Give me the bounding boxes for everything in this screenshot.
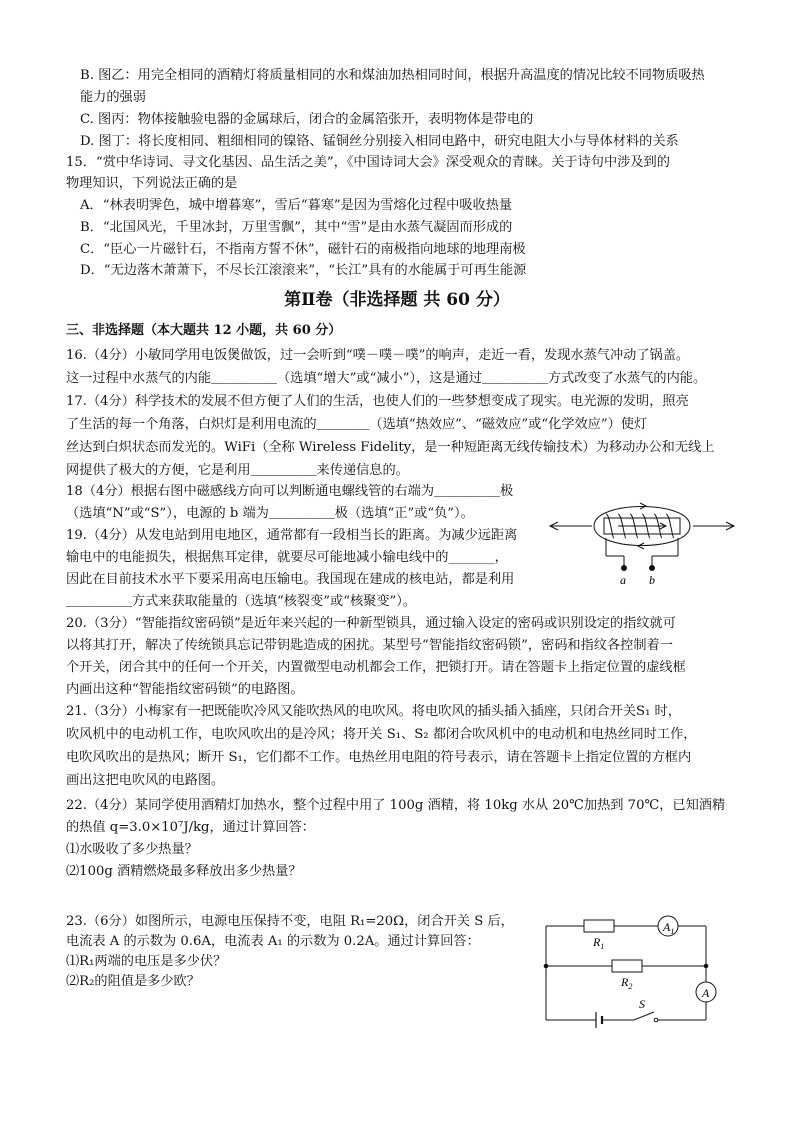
q15-option-c: C．“臣心一片磁针石，不指南方誓不休”，磁针石的南极指向地球的地理南极 [80,242,526,257]
q17-line2: 了生活的每一个角落，白炽灯是利用电流的＿＿＿＿（选填“热效应”、“磁效应”或“化学效应”）使灯 [66,417,648,432]
q19-line3: 因此在目前技术水平下要采用高电压输电。我国现在建成的核电站，都是利用 [66,572,515,587]
ammeter-a-label: A [702,986,710,1000]
q23-line2: 电流表 A 的示数为 0.6A，电流表 A₁ 的示数为 0.2A。通过计算回答： [66,934,480,949]
circuit-figure [538,908,728,1036]
resistor-r1 [584,920,614,932]
q17-line4: 网提供了极大的方便，它是利用＿＿＿＿＿来传递信息的。 [66,463,409,478]
q21-line3: 电吹风吹出的是热风；断开 S₁，它们都不工作。电热丝用电阻的符号表示，请在答题卡上指定位置的方框内 [66,750,692,765]
resistor-r2 [612,960,642,972]
q19-line1: 19.（4分）从发电站到用电地区，通常都有一段相当长的距离。为减少远距离 [66,528,518,543]
r2-label: $R_2$ [621,975,633,991]
q21-line1: 21.（3分）小梅家有一把既能吹冷风又能吹热风的电吹风。将电吹风的插头插入插座，只闭合开关S₁ 时， [66,704,681,719]
q23-line1: 23.（6分）如图所示，电源电压保持不变，电阻 R₁=20Ω，闭合开关 S 后， [66,914,514,929]
q18-line1: 18（4分）根据右图中磁感线方向可以判断通电螺线管的右端为＿＿＿＿＿极 [66,484,514,499]
coil-leads [606,538,678,556]
q15-stem-line2: 物理知识，下列说法正确的是 [66,176,238,191]
r1-label: $R_1$ [593,935,605,951]
terminal-a-dot [622,566,627,571]
q20-line1: 20.（3分）“智能指纹密码锁”是近年来兴起的一种新型锁具，通过输入设定的密码或识别设定的指纹就可 [66,616,676,631]
switch-blade [634,1012,654,1020]
terminal-b-label: b [649,573,655,587]
q21-line4: 画出这把电吹风的电路图。 [66,773,225,788]
q14-option-d: D. 图丁：将长度相同、粗细相同的镍铬、锰铜丝分别接入相同电路中，研究电阻大小与导体材料的关系 [80,134,679,149]
q22-line4: ⑵100g 酒精燃烧最多释放出多少热量？ [66,864,302,879]
switch-contact [654,1018,658,1022]
q15-option-b: B．“北国风光，千里冰封，万里雪飘”，其中“雪”是由水蒸气凝固而形成的 [80,220,513,235]
q20-line3: 个开关，闭合其中的任何一个开关，内置微型电动机都会工作，把锁打开。请在答题卡上指定位置的虚线框 [66,660,686,675]
q14-option-b-line2: 能力的强弱 [80,90,146,105]
q22-line1: 22.（4分）某同学使用酒精灯加热水，整个过程中用了 100g 酒精，将 10kg 水从 20℃加热到 70℃，已知酒精 [66,798,726,813]
switch-label: S [639,997,645,1011]
solenoid-figure [548,494,736,590]
ammeter-a1-label: $A_1$ [663,920,675,936]
terminal-posts [624,556,652,568]
q16-line1: 16.（4分）小敏同学用电饭煲做饭，过一会听到“噗－噗－噗”的响声，走近一看，发现水蒸气冲动了锅盖。 [66,348,690,363]
q22-line2: 的热值 q=3.0×10⁷J/kg，通过计算回答： [66,820,315,835]
q15-option-a: A．“林表明霁色，城中增暮寒”，雪后“暮寒”是因为雪熔化过程中吸收热量 [80,198,513,213]
q16-line2: 这一过程中水蒸气的内能＿＿＿＿＿（选填“增大”或“减小”），这是通过＿＿＿＿＿方式改变了水蒸气的内能。 [66,371,707,386]
q21-line2: 吹风机中的电动机工作，电吹风吹出的是冷风；将开关 S₁、S₂ 都闭合吹风机中的电动机和电热丝同时工作， [66,727,697,742]
q20-line2: 以将其打开，解决了传统锁具忘记带钥匙造成的困扰。某型号“智能指纹密码锁”，密码和指纹各控制着一 [66,638,673,653]
q19-line2: 输电中的电能损失，根据焦耳定律，就要尽可能地减小输电线中的_______， [66,550,508,565]
q18-line2: （选填“N”或“S”），电源的 b 端为＿＿＿＿＿极（选填“正”或“负”）。 [66,506,474,521]
q14-option-b-line1: B. 图乙：用完全相同的酒精灯将质量相同的水和煤油加热相同时间，根据升高温度的情况比较不同物质吸热 [80,68,705,83]
junction-right [704,964,708,968]
junction-left [544,964,548,968]
q22-line3: ⑴水吸收了多少热量？ [66,842,198,857]
q19-line4: ＿＿＿＿＿方式来获取能量的（选填“核裂变”或“核聚变”）。 [66,594,417,609]
q14-option-c: C. 图丙：物体接触验电器的金属球后，闭合的金属箔张开，表明物体是带电的 [80,112,534,127]
section-subtitle: 三、非选择题（本大题共 12 小题，共 60 分） [66,323,342,338]
q20-line4: 内画出这种“智能指纹密码锁”的电路图。 [66,682,304,697]
q15-stem-line1: 15．“赏中华诗词、寻文化基因、品生活之美”，《中国诗词大会》深受观众的青睐。关于诗句中涉及到的 [66,155,670,170]
q17-line3: 丝达到白炽状态而发光的。WiFi（全称 Wireless Fidelity，是一种短距离无线传输技术）为移动办公和无线上 [66,440,715,455]
q17-line1: 17.（4分）科学技术的发展不但方便了人们的生活，也使人们的一些梦想变成了现实。电光源的发明，照亮 [66,394,689,409]
field-loop-arrow-bottom [638,543,644,549]
q15-option-d: D．“无边落木萧萧下，不尽长江滚滚来”，“长江”具有的水能属于可再生能源 [80,263,527,278]
terminal-b-dot [650,566,655,571]
section-title: 第Ⅱ卷（非选择题 共 60 分） [284,290,510,310]
field-loop-arrow-top [640,503,646,509]
q23-line3: ⑴R₁两端的电压是多少伏？ [66,954,227,969]
q23-line4: ⑵R₂的阻值是多少欧？ [66,974,200,989]
terminal-a-label: a [620,573,626,587]
